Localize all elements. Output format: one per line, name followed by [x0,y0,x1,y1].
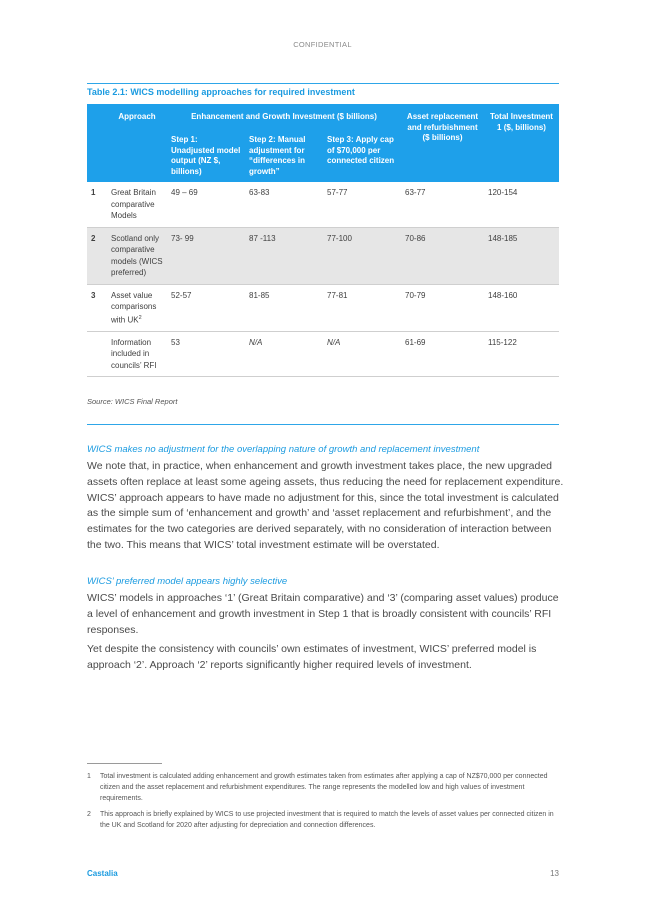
table-row [87,284,559,331]
row-step1: 49 – 69 [167,182,245,227]
table-title: Table 2.1: WICS modelling approaches for required investment [87,87,355,97]
row-total: 148-185 [484,227,559,284]
row-approach: Information included in councils’ RFI [107,331,167,377]
row-asset: 70-79 [401,284,484,331]
row-step3: N/A [323,331,401,377]
row-total: 120-154 [484,182,559,227]
row-step2: 63-83 [245,182,323,227]
table-bottom-rule [87,424,559,425]
row-step2: N/A [245,331,323,377]
row-asset: 70-86 [401,227,484,284]
footnote-1 [87,771,559,804]
row-step2: 87 -113 [245,227,323,284]
footnote-number: 2 [87,811,91,818]
row-number [87,331,107,377]
row-step1: 73- 99 [167,227,245,284]
row-step3: 77-81 [323,284,401,331]
footnote-text: This approach is briefly explained by WICS to use projected investment that is required to match the levels of asset values per connected citizen in the UK and Scotland for 2020 after adjusting for depreciation and connection differences. [100,811,554,829]
header-enhancement-group: Enhancement and Growth Investment ($ billions) [167,104,401,132]
footnote-2 [87,809,559,831]
row-approach: Scotland only comparative models (WICS preferred) [107,227,167,284]
row-step1: 52-57 [167,284,245,331]
paragraph-models: WICS’ models in approaches ‘1’ (Great Britain comparative) and ‘3’ (comparing asset values) produce a level of enhancement and growth investment in Step 1 that is broadly consistent with councils’ RFI responses. [87,592,559,636]
table-header-row [87,104,559,132]
row-number: 3 [87,284,107,331]
header-approach: Approach [107,104,167,182]
subheading-overlap: WICS makes no adjustment for the overlapping nature of growth and replacement investment [87,444,480,455]
table-row [87,227,559,284]
row-total: 115-122 [484,331,559,377]
table-row [87,331,559,377]
footnote-number: 1 [87,773,91,780]
confidential-label: CONFIDENTIAL [293,40,352,49]
row-step3: 57-77 [323,182,401,227]
row-step2: 81-85 [245,284,323,331]
row-approach: Great Britain comparative Models [107,182,167,227]
header-step1: Step 1: Unadjusted model output (NZ $, billions) [167,132,245,182]
row-asset: 63-77 [401,182,484,227]
header-asset: Asset replacement and refurbishment ($ billions) [401,104,484,182]
header-step2: Step 2: Manual adjustment for “differences in growth” [245,132,323,182]
paragraph-preferred: Yet despite the consistency with councils’ own estimates of investment, WICS’ preferred model is approach ‘2’. Approach ‘2’ reports significantly higher required levels of investment. [87,643,537,671]
paragraph-overlap: We note that, in practice, when enhancement and growth investment takes place, the new upgraded assets often replace at least some ageing assets, thus reducing the need for replacement expenditure. WICS’ approach appears to have made no adjustment for this, since the total investment is calculated as the simple sum of ‘enhancement and growth’ and ‘asset replacement and refurbishment’, and the estimates for the two categories are derived separately, with no consideration of interaction between the two. This means that WICS’ total investment estimate will be overstated. [87,460,564,551]
row-number: 2 [87,227,107,284]
footnote-text: Total investment is calculated adding enhancement and growth estimates taken from estimates after applying a cap of NZ$70,000 per connected citizen and the asset replacement and refurbishment expenditures. The range represents the modelled low and high values of investment requirements. [100,773,548,802]
header-total: Total Investment 1 ($, billions) [484,104,559,182]
row-step1: 53 [167,331,245,377]
row-approach-cell [107,284,167,331]
table-source: Source: WICS Final Report [87,397,178,406]
page-number: 13 [550,869,559,878]
row-asset: 61-69 [401,331,484,377]
footer-brand: Castalia [87,869,118,878]
table-row [87,182,559,227]
row-number: 1 [87,182,107,227]
footnote-divider [87,763,162,764]
row-step3: 77-100 [323,227,401,284]
table-top-rule [87,83,559,84]
footnote-ref-2[interactable]: 2 [138,314,142,321]
row-total: 148-160 [484,284,559,331]
header-step3: Step 3: Apply cap of $70,000 per connected citizen [323,132,401,182]
investment-table [87,104,559,377]
header-blank [87,104,107,182]
subheading-selective: WICS’ preferred model appears highly selective [87,576,288,587]
row-approach: Asset value comparisons with UK [111,290,157,325]
